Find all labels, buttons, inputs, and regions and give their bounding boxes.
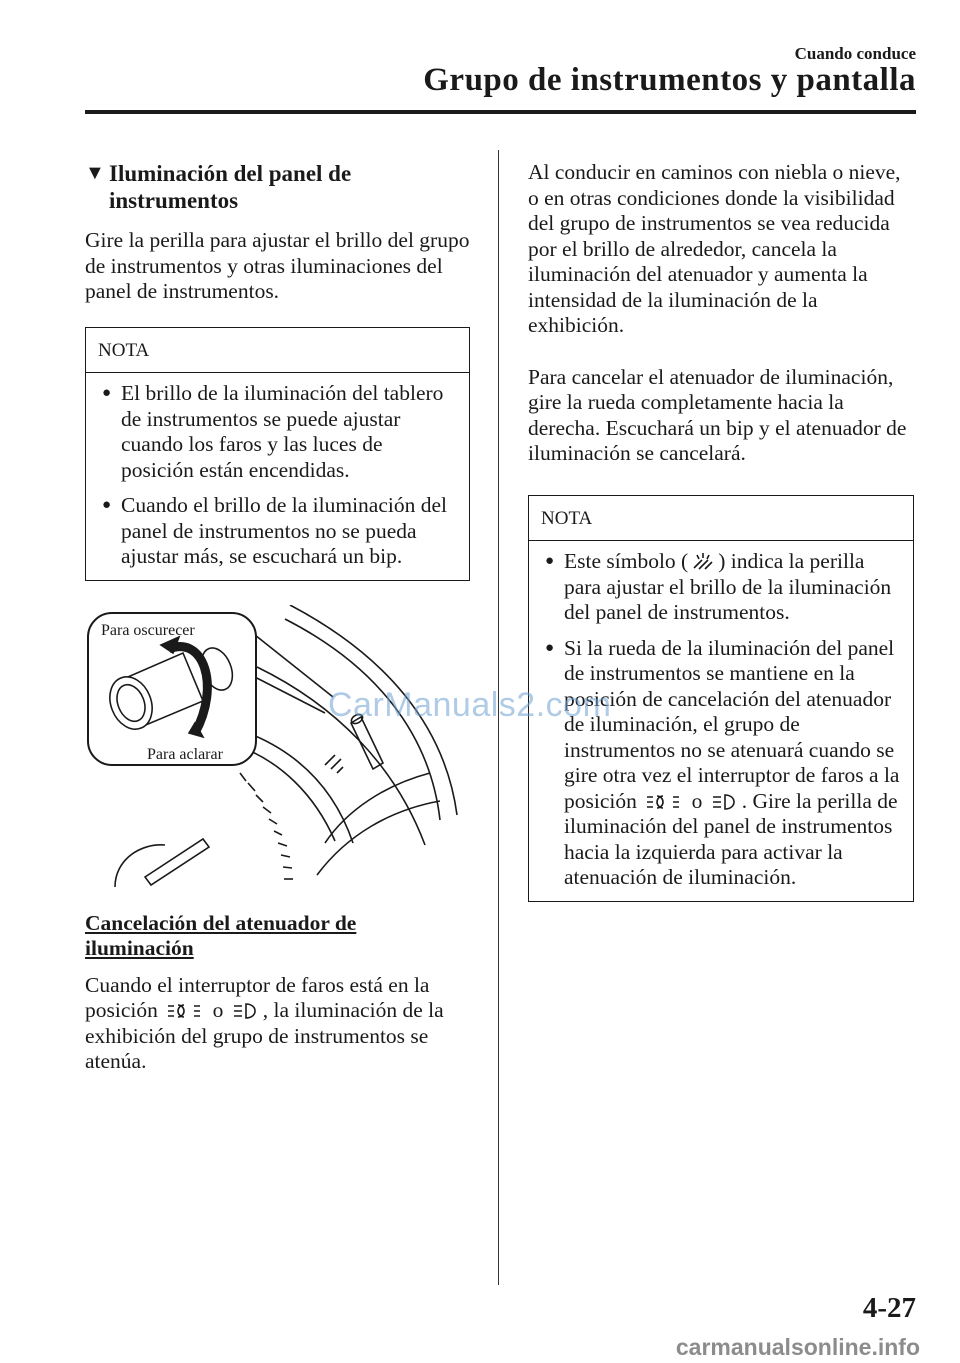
parking-light-icon xyxy=(166,1002,204,1020)
nota-item: ● Este símbolo ( ) indica la perilla para ajustar el brillo de la iluminación del panel de instrumentos. xyxy=(545,549,892,624)
nota-title: NOTA xyxy=(86,328,469,374)
dimmer-icon xyxy=(691,551,715,571)
page-title: Grupo de instrumentos y pantalla xyxy=(423,62,916,98)
right-column xyxy=(528,160,914,902)
headlight-icon xyxy=(232,1002,260,1020)
header-section-label: Cuando conduce xyxy=(794,44,916,63)
left-column xyxy=(85,160,470,1075)
nota-item: ● Cuando el brillo de la iluminación del panel de instrumentos no se pueda ajustar más, se escuchará un bip. xyxy=(102,493,448,568)
cancel-paragraph: Para cancelar el atenuador de iluminación, gire la rueda completamente hacia la derecha. Escuchará un bip y el atenuador de iluminación se cancelará. xyxy=(528,364,907,465)
label-darken: Para oscurecer xyxy=(101,621,195,639)
nota-item: ● Si la rueda de la iluminación del panel de instrumentos se mantiene en la posición de cancelación del atenuador de iluminación, el grupo de instrumentos no se atenuará cuando se gire otra vez el interruptor de faros a la posición o . Gire la perilla de iluminación del panel de instrumentos hacia la izquierda para activar la atenuación de iluminación. xyxy=(545,635,900,889)
footer-watermark: carmanualsonline.info xyxy=(675,1334,920,1360)
headlight-icon xyxy=(711,793,739,811)
nota-item: ● El brillo de la iluminación del tablero de instrumentos se puede ajustar cuando los faros y las luces de posición están encendidas. xyxy=(102,381,444,482)
cancel-dimmer-paragraph: Cuando el interruptor de faros está en la posición o , la iluminación de la exhibición del grupo de instrumentos se atenúa. xyxy=(85,972,444,1073)
intro-paragraph: Gire la perilla para ajustar el brillo del grupo de instrumentos y otras iluminaciones del panel de instrumentos. xyxy=(85,228,470,303)
dimmer-knob-illustration xyxy=(85,605,470,895)
parking-light-icon xyxy=(645,793,683,811)
header-rule xyxy=(85,110,916,114)
bullet-icon: ● xyxy=(545,639,555,656)
subheading-cancel-dimmer: Cancelación del atenuador de iluminación xyxy=(85,910,357,960)
heading-line2: instrumentos xyxy=(109,188,239,213)
label-brighten: Para aclarar xyxy=(147,745,223,763)
heading-line1: Iluminación del panel de xyxy=(109,161,352,186)
watermark: CarManuals2.com xyxy=(328,686,612,724)
page-number: 4-27 xyxy=(862,1292,916,1324)
nota-list xyxy=(86,373,469,580)
nota-box-left xyxy=(85,327,470,581)
fog-paragraph: Al conducir en caminos con niebla o nieve, o en otras condiciones donde la visibilidad del grupo de instrumentos se vea reducida por el brillo de alrededor, cancela la iluminación del atenuador y aumenta la intensidad de la iluminación de la exhibición. xyxy=(528,160,901,337)
bullet-icon: ● xyxy=(102,497,112,513)
section-heading xyxy=(85,160,470,214)
bullet-icon: ● xyxy=(102,385,112,401)
bullet-icon: ● xyxy=(545,553,555,569)
nota-title: NOTA xyxy=(529,496,913,542)
triangle-icon: ▼ xyxy=(85,162,105,184)
